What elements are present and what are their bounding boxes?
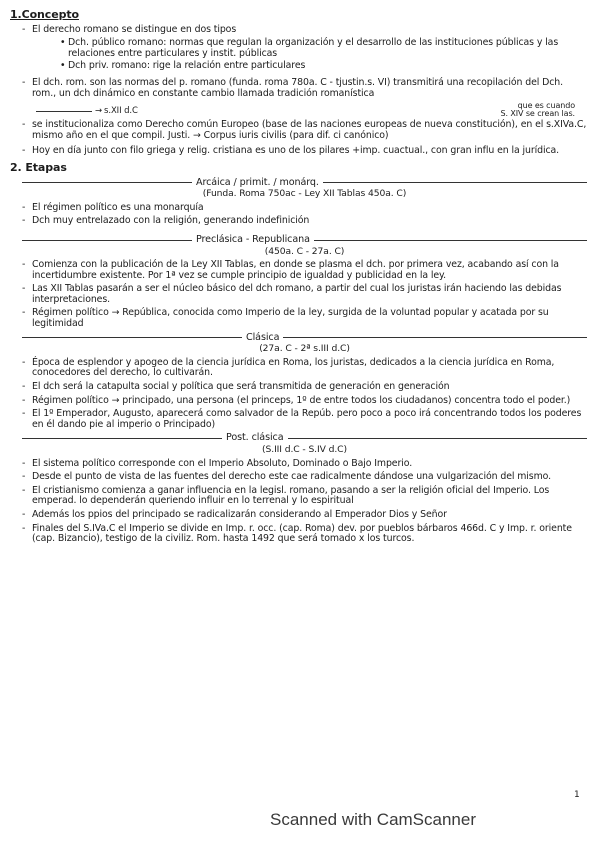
s1-sub-2: • Dch priv. romano: rige la relación entre particulares: [60, 61, 587, 72]
clasica-bullet-4: - El 1º Emperador, Augusto, aparecerá como salvador de la Repúb. pero poco a poco irá concentrando todos los poderes en él dando pie al imperio o Principado): [22, 409, 587, 430]
stage-clasica-title: Clásica: [246, 331, 280, 343]
scanner-watermark: Scanned with CamScanner: [270, 810, 477, 829]
stage-postclasica-dates: (S.III d.C - S.IV d.C): [262, 444, 347, 455]
arcaica-bullet-1: - El régimen político es una monarquía: [22, 203, 587, 214]
s1-sub-1: • Dch. público romano: normas que regulan la organización y el desarrollo de las instituciones públicas y las relaciones entre particulares y instit. públicas: [60, 38, 587, 59]
postclasica-bullet-5: - Finales del S.IVa.C el Imperio se divide en Imp. r. occ. (cap. Roma) dev. por pueblos bárbaros 466d. C y Imp. r. oriente (cap. Bizancio), testigo de la civiliz. Rom. hasta 1492 que será tomado x los turcos.: [22, 524, 587, 545]
preclasica-bullet-3: - Régimen político → República, conocida como Imperio de la ley, surgida de la voluntad popular y acatada por su legitimidad: [22, 308, 587, 329]
side-note: que es cuando S. XIV se crean las.: [500, 101, 575, 119]
clasica-bullet-3: - Régimen político → principado, una persona (el princeps, 1º de entre todos los ciudadanos) concentra todo el poder.): [22, 396, 587, 407]
stage-preclasica-bar: [22, 235, 587, 246]
marker-row: [22, 102, 587, 118]
stage-clasica-bar: [22, 333, 587, 344]
s1-bullet-1: - El derecho romano se distingue en dos tipos: [22, 25, 587, 36]
stage-arcaica-title: Arcáica / primit. / monárq.: [196, 176, 319, 188]
postclasica-bullet-1: - El sistema político corresponde con el Imperio Absoluto, Dominado o Bajo Imperio.: [22, 459, 587, 470]
stage-preclasica-title: Preclásica - Republicana: [196, 233, 310, 245]
s1-bullet-3: - se institucionaliza como Derecho común Europeo (base de las naciones europeas de nueva constitución), en el s.XIVa.C, mismo año en el que compil. Justi. → Corpus iuris civilis (para dif. ci canónico): [22, 120, 587, 141]
page-number: 1: [574, 790, 580, 800]
postclasica-bullet-3: - El cristianismo comienza a ganar influencia en la legisl. romano, pasando a ser la religión oficial del Imperio. Los emperad. lo dependerán queriendo influir en lo terrenal y lo espiritual: [22, 486, 587, 507]
timeline-marker: → s.XII d.C: [36, 106, 138, 117]
preclasica-bullet-1: - Comienza con la publicación de la Ley XII Tablas, en donde se plasma el dch. por primera vez, acabando así con la incertidumbre existente. Por 1ª vez se cumple principio de igualdad y publicidad en la ley.: [22, 260, 587, 281]
clasica-bullet-1: - Época de esplendor y apogeo de la ciencia jurídica en Roma, los juristas, dedicados a la ciencia jurídica en Roma, conocedores del derecho, lo cultivarán.: [22, 358, 587, 379]
postclasica-bullet-2: - Desde el punto de vista de las fuentes del derecho este cae radicalmente dándose una vulgarización del mismo.: [22, 472, 587, 483]
s1-bullet-2: - El dch. rom. son las normas del p. romano (funda. roma 780a. C - tjustin.s. VI) transmitirá una recopilación del Dch. rom., un dch dinámico en constante cambio llamada tradición romanística: [22, 78, 587, 99]
stage-arcaica-bar: [22, 178, 587, 189]
preclasica-bullet-2: - Las XII Tablas pasarán a ser el núcleo básico del dch romano, a partir del cual los juristas irán haciendo las debidas interpretaciones.: [22, 284, 587, 305]
stage-postclasica-title: Post. clásica: [226, 432, 284, 444]
stage-preclasica-dates: (450a. C - 27a. C): [264, 245, 345, 257]
stage-postclasica-bar: [22, 433, 587, 444]
postclasica-bullet-4: - Además los ppios del principado se radicalizarán considerando al Emperador Dios y Señor: [22, 510, 587, 521]
arcaica-bullet-2: - Dch muy entrelazado con la religión, generando indefinición: [22, 216, 587, 227]
section-2-heading: 2. Etapas: [10, 160, 67, 174]
clasica-bullet-2: - El dch será la catapulta social y política que será transmitida de generación en generación: [22, 382, 587, 393]
stage-clasica-dates: (27a. C - 2ª s.III d.C): [259, 343, 350, 355]
section-1-heading: 1.Concepto: [10, 8, 79, 21]
s1-bullet-4: - Hoy en día junto con filo griega y relig. cristiana es uno de los pilares +imp. cuactual., con gran influ en la jurídica.: [22, 146, 587, 157]
stage-arcaica-dates: (Funda. Roma 750ac - Ley XII Tablas 450a. C): [202, 188, 407, 200]
